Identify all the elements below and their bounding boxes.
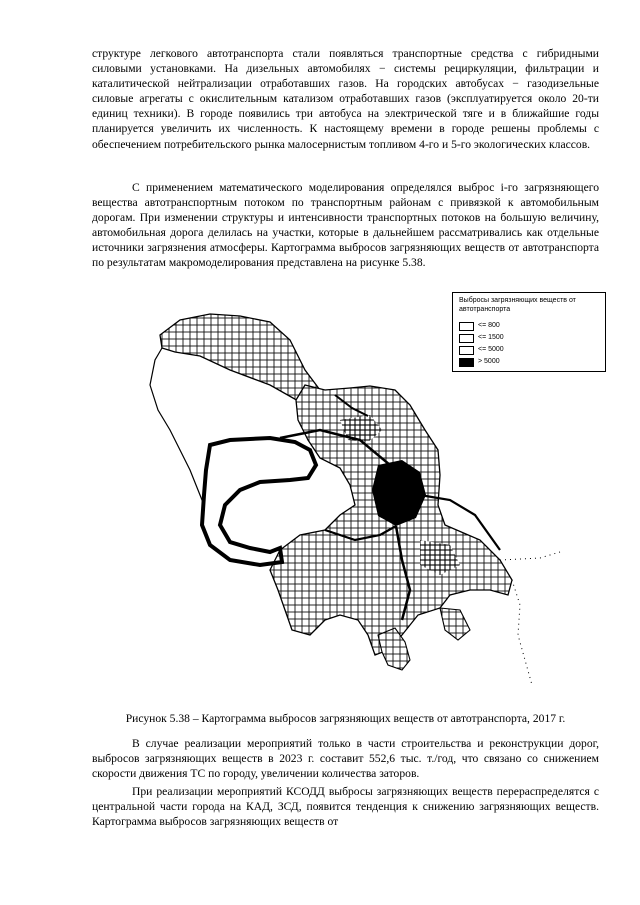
map-road-west [150, 348, 204, 505]
legend-swatch [459, 358, 474, 367]
legend-label: <= 800 [478, 322, 500, 329]
legend-swatch [459, 334, 474, 343]
map-legend [452, 292, 606, 372]
figure-caption: Рисунок 5.38 – Картограмма выбросов загрязняющих веществ от автотранспорта, 2017 г. [125, 712, 566, 725]
legend-label: <= 1500 [478, 334, 504, 341]
paragraph-3: В случае реализации мероприятий только в части строительства и реконструкции дорог, выбросов загрязняющих веществ в 2023 г. составит 552,6 тыс. т./год, что связано со снижением скорости движения ТС по городу, увеличении количества заторов. [92, 737, 599, 781]
map-region-south [378, 628, 410, 670]
legend-swatch [459, 346, 474, 355]
paragraph-4: При реализации мероприятий КСОДД выбросы загрязняющих веществ перераспределятся с центральной части города на КАД, ЗСД, появится тенденция к снижению загрязняющих веществ. Картограмма выбросов загрязняющих веществ от [92, 785, 599, 829]
legend-swatch [459, 322, 474, 331]
legend-title: Выбросы загрязняющих веществ от автотранспорта [459, 297, 576, 313]
legend-label: > 5000 [478, 358, 500, 365]
paragraph-2: С применением математического моделирования определялся выброс i-го загрязняющего вещества автотранспортным потоком по транспортным районам с привязкой к автомобильным дорогам. При изменении структуры и интенсивности транспортных потоков на большую величину, автомобильная дорога делилась на участки, которые в дальнейшем рассматривались как отдельные источники загрязнения атмосферы. Картограмма выбросов загрязняющих веществ от автотранспорта по результатам макромоделирования представлена на рисунке 5.38. [92, 181, 599, 270]
legend-label: <= 5000 [478, 346, 504, 353]
paragraph-1: структуре легкового автотранспорта стали появляться транспортные средства с гибридными силовыми установками. На дизельных автомобилях − системы рециркуляции, фильтрации и каталитической нейтрализации отработавших газов. На городских автобусах − газодизельные силовые агрегаты с окислительным катализом отработавших газов (эксплуатируется около 20-ти единиц техники). В городе появились три автобуса на электрической тяге и в ближайшие годы планируется увеличить их численность. К настоящему времени в городе решены проблемы с обеспечением потребительского рынка малосернистым топливом 4-го и 5-го экологических классов. [92, 47, 599, 151]
